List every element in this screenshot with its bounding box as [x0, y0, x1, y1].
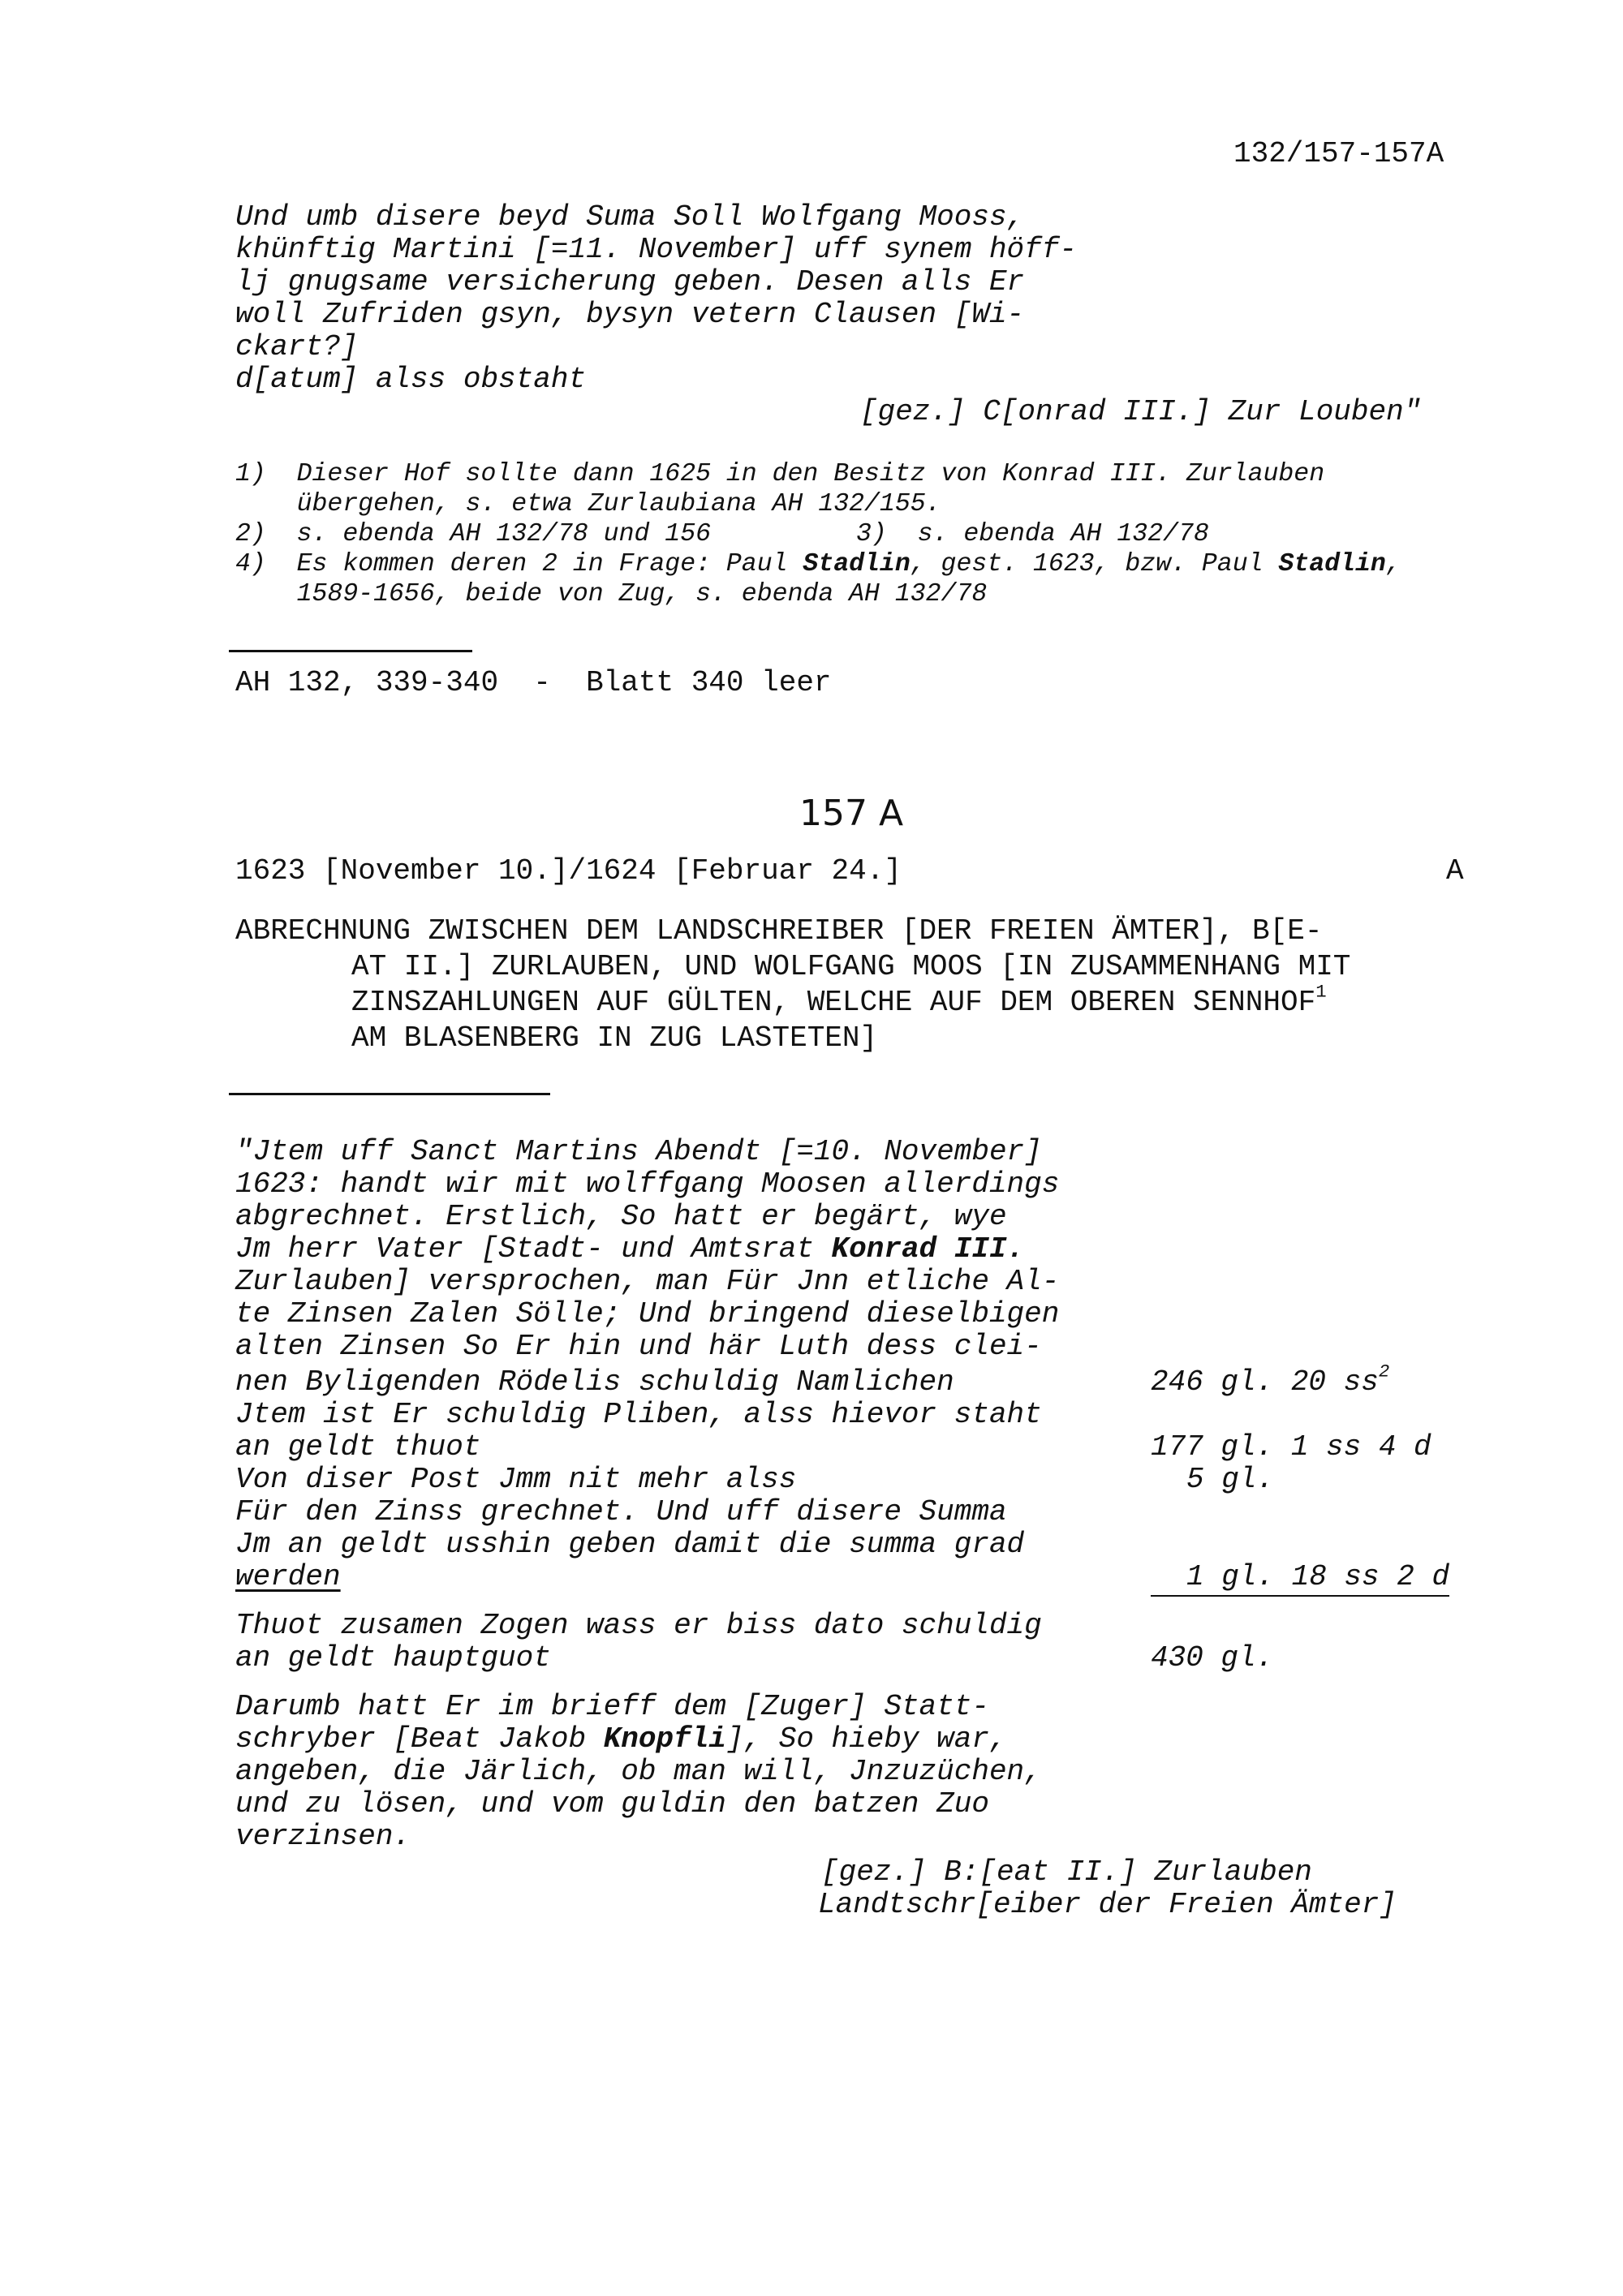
entry-number: 157 A	[799, 793, 904, 834]
signature: [gez.] C[onrad III.] Zur Louben"	[860, 395, 1422, 428]
text-line: woll Zufriden gsyn, bysyn vetern Clausen [Wi-	[235, 298, 1025, 331]
text-line: und zu lösen, und vom guldin den batzen Zuo	[235, 1787, 989, 1821]
signature-title: Landtschr[eiber der Freien Ämter]	[818, 1888, 1397, 1921]
footnote-1: 1) Dieser Hof sollte dann 1625 in den Besitz von Konrad III. Zurlauben	[235, 460, 1325, 488]
total-text: Thuot zusamen Zogen wass er biss dato schuldig	[235, 1609, 1042, 1642]
total-amount: 430 gl.	[1151, 1641, 1274, 1675]
footnote-marker: 1	[1315, 981, 1327, 1003]
footnote-1-cont: übergehen, s. etwa Zurlaubiana AH 132/155.	[235, 490, 941, 518]
footnote-3: 3) s. ebenda AH 132/78	[856, 520, 1209, 548]
entry-date: 1623 [November 10.]/1624 [Februar 24.]	[235, 854, 902, 888]
account-row-text: Jm an geldt usshin geben damit die summa grad	[235, 1528, 1025, 1561]
text-line: lj gnugsame versicherung geben. Desen alls Er	[235, 265, 1025, 299]
text-line: Und umb disere beyd Suma Soll Wolfgang Mooss,	[235, 200, 1025, 234]
title-line: ABRECHNUNG ZWISCHEN DEM LANDSCHREIBER [DER FREIEN ÄMTER], B[E-	[235, 914, 1323, 948]
title-line: AM BLASENBERG IN ZUG LASTETEN]	[351, 1021, 878, 1055]
title-line: ZINSZAHLUNGEN AUF GÜLTEN, WELCHE AUF DEM OBEREN SENNHOF$^1$	[351, 981, 1327, 1019]
account-row-text: Für den Zinss grechnet. Und uff disere Summa	[235, 1495, 1007, 1529]
page-ref: 132/157-157A	[1233, 137, 1444, 170]
account-row-text: Jtem ist Er schuldig Pliben, alss hievor staht	[235, 1398, 1042, 1431]
text-line: 1623: handt wir mit wolffgang Moosen allerdings	[235, 1167, 1060, 1201]
sum-rule	[1151, 1595, 1449, 1597]
text-line: te Zinsen Zalen Sölle; Und bringend dieselbigen	[235, 1297, 1060, 1331]
text-line: abgrechnet. Erstlich, So hatt er begärt, wye	[235, 1200, 1007, 1233]
account-row-amount: 246 gl. 20 $ss^2$	[1151, 1361, 1390, 1399]
signature: [gez.] B:[eat II.] Zurlauben	[821, 1855, 1312, 1889]
source-note: AH 132, 339-340 - Blatt 340 leer	[235, 666, 832, 699]
text-line: khünftig Martini [=11. November] uff synem höff-	[235, 233, 1077, 266]
account-row-text: werden	[235, 1560, 341, 1593]
footnote-4: 4) Es kommen deren 2 in Frage: Paul Stadlin, gest. 1623, bzw. Paul Stadlin,	[235, 550, 1401, 578]
account-row-amount: 177 gl. 1 ss 4 d	[1151, 1430, 1431, 1464]
account-row-amount: 1 gl. 18 ss 2 d	[1186, 1560, 1450, 1593]
account-row-text: an geldt thuot	[235, 1430, 481, 1464]
text-line: Darumb hatt Er im brieff dem [Zuger] Statt-	[235, 1690, 989, 1723]
footnote-2: 2) s. ebenda AH 132/78 und 156	[235, 520, 711, 548]
separator-rule	[229, 650, 472, 652]
footnote-4-cont: 1589-1656, beide von Zug, s. ebenda AH 132/78	[235, 580, 988, 608]
text-line: angeben, die Järlich, ob man will, Jnzuzüchen,	[235, 1755, 1042, 1788]
text-line: ckart?]	[235, 330, 359, 363]
separator-rule	[229, 1093, 550, 1095]
title-line: AT II.] ZURLAUBEN, UND WOLFGANG MOOS [IN ZUSAMMENHANG MIT	[351, 950, 1351, 983]
entry-letter: A	[1446, 854, 1464, 888]
account-row-amount: 5 gl.	[1186, 1463, 1275, 1496]
text-line: schryber [Beat Jakob Knopfli], So hieby war,	[235, 1722, 1007, 1756]
text-line: Jm herr Vater [Stadt- und Amtsrat Konrad III.	[235, 1232, 1025, 1266]
account-row-text: Von diser Post Jmm nit mehr alss	[235, 1463, 797, 1496]
text-line: alten Zinsen So Er hin und här Luth dess clei-	[235, 1330, 1042, 1363]
account-row-text: nen Byligenden Rödelis schuldig Namlichen	[235, 1365, 954, 1399]
text-line: d[atum] alss obstaht	[235, 363, 587, 396]
text-line: verzinsen.	[235, 1820, 411, 1853]
text-line: Zurlauben] versprochen, man Für Jnn etliche Al-	[235, 1265, 1060, 1298]
total-text: an geldt hauptguot	[235, 1641, 551, 1675]
footnote-marker: 2	[1378, 1361, 1390, 1382]
text-line: "Jtem uff Sanct Martins Abendt [=10. November]	[235, 1135, 1042, 1168]
